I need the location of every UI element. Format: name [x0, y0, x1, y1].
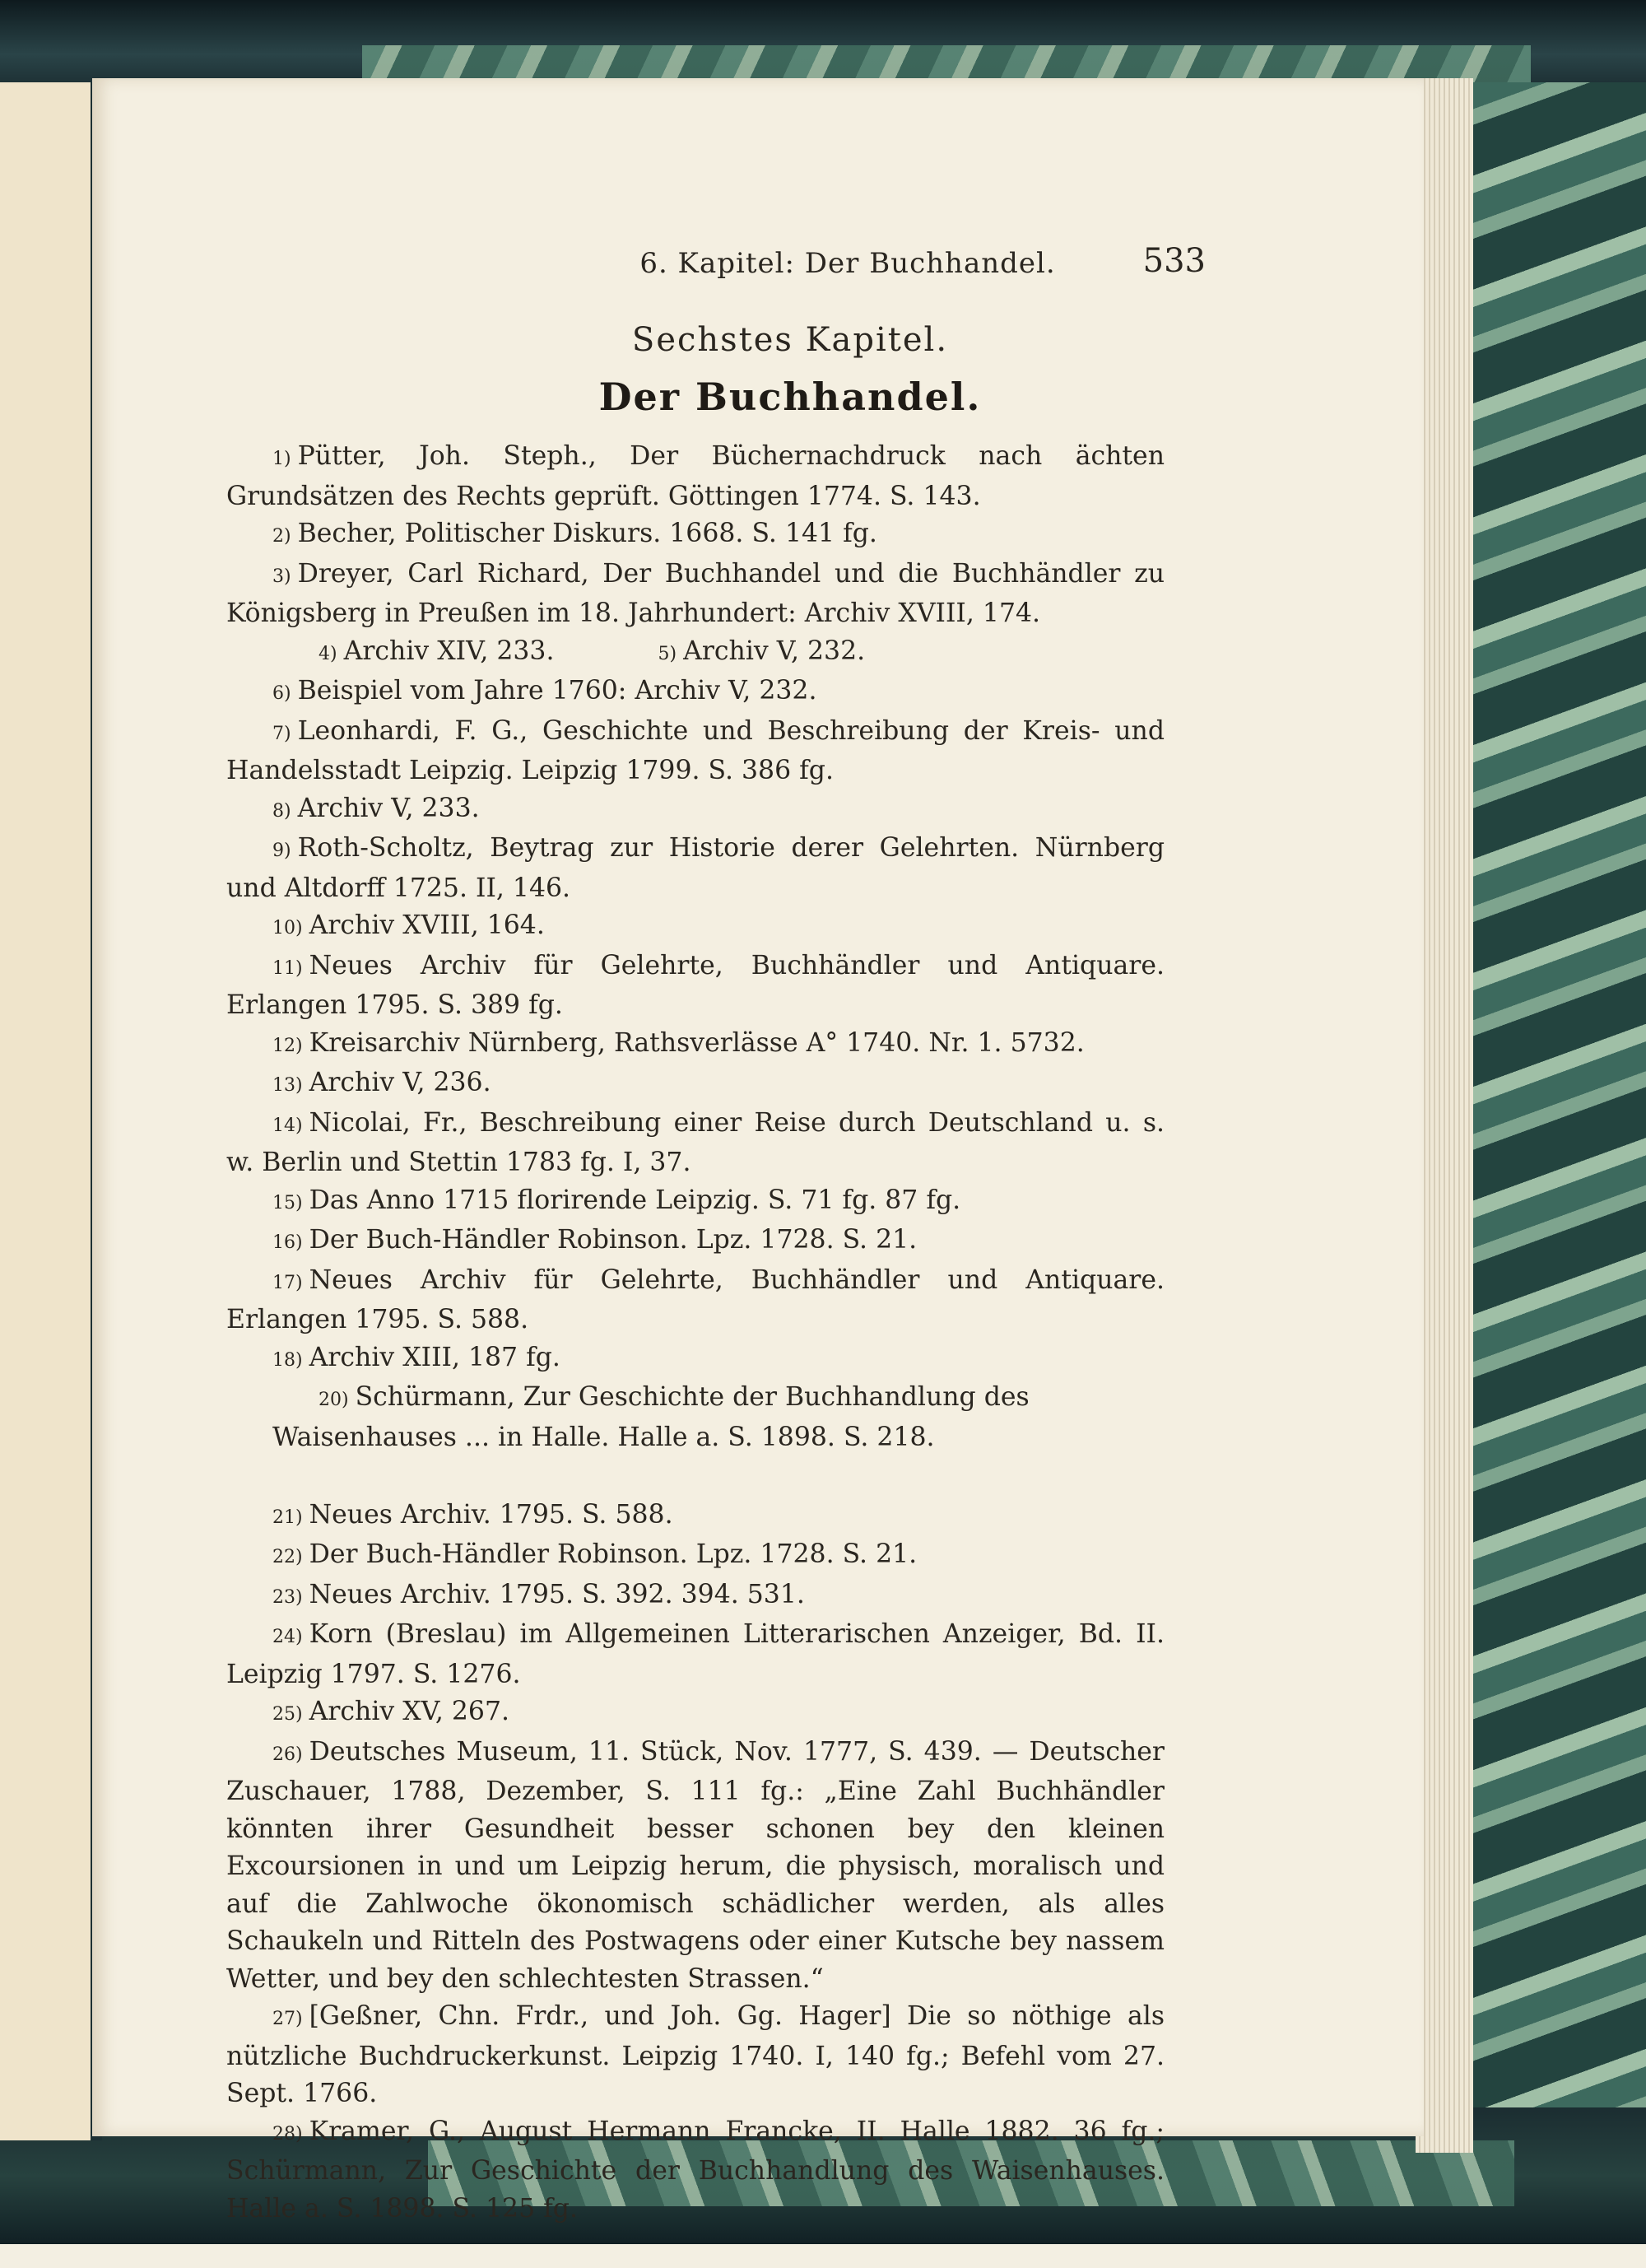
- note: [226, 1339, 1165, 1380]
- note: [226, 2113, 1165, 2228]
- note: [226, 1616, 1165, 1693]
- marbled-cover-right: [1465, 82, 1646, 2244]
- note: [226, 1025, 1165, 1065]
- note-text: Dreyer, Carl Richard, Der Buchhandel und die Buchhändler zu Königsberg in Preußen im 18. Jahrhundert: Archiv XVIII, 174.: [226, 558, 1165, 628]
- note-text: Neues Archiv für Gelehrte, Buchhändler und Antiquare. Erlangen 1795. S. 588.: [226, 1264, 1165, 1334]
- note-text: Nicolai, Fr., Beschreibung einer Reise durch Deutschland u. s. w. Berlin und Stettin 1783 fg. I, 37.: [226, 1107, 1165, 1177]
- note-text: Archiv XV, 267.: [309, 1697, 510, 1726]
- note-number: 8): [272, 800, 291, 822]
- note-text: Archiv XIII, 187 fg.: [309, 1342, 560, 1372]
- note: [226, 1998, 1165, 2113]
- note-text: Kramer, G., August Hermann Francke, II. Halle 1882. 36 fg.; Schürmann, Zur Geschichte der Buchhandlung des Waisenhauses. Halle a. S. 1898. S. 125 fg.: [226, 2116, 1165, 2224]
- note-number: 25): [272, 1704, 303, 1725]
- note: [226, 2228, 1165, 2268]
- note-text: Neues Archiv. 1795. S. 588.: [309, 1499, 673, 1530]
- page-stack-edges: [1416, 78, 1473, 2153]
- note-text: Archiv V, 236.: [309, 1068, 491, 1097]
- note-text: Das Anno 1715 florirende Leipzig. S. 71 fg. 87 fg.: [309, 1185, 961, 1215]
- note-number: 27): [272, 2009, 303, 2029]
- note-text: Neues Archiv. 1795. S. 392. 394. 531.: [309, 1579, 805, 1609]
- note-number: 9): [272, 841, 291, 861]
- note: [226, 790, 1165, 831]
- note-number: 1): [272, 449, 291, 469]
- note-text: Becher, Politischer Diskurs. 1668. S. 141 fg.: [297, 519, 877, 548]
- note-text: Roth-Scholtz, Beytrag zur Historie derer Gelehrten. Nürnberg und Altdorff 1725. II, 146.: [226, 833, 1165, 903]
- page-number: 533: [1142, 242, 1206, 280]
- note-number: 22): [272, 1547, 303, 1567]
- facing-page-edge: [0, 82, 95, 2140]
- note-number: 6): [272, 683, 291, 704]
- note: [226, 1456, 279, 1497]
- note: [226, 1105, 1165, 1182]
- note: [226, 515, 1165, 556]
- note: [226, 1064, 1165, 1105]
- note-text: Der Buch-Händler Robinson. Lpz. 1728. S. 21.: [309, 1539, 918, 1569]
- note: [226, 673, 1165, 713]
- note: [226, 830, 1165, 907]
- note-number: 16): [272, 1232, 303, 1253]
- note-text: Deutsches Museum, 11. Stück, Nov. 1777, S. 439. — Deutscher Zuschauer, 1788, Dezember, S. 111 fg.: „Eine Zahl Buchhändler könnten ihrer Gesundheit besser schonen bey den kleinen Excoursionen in und um Leipzig herum, die physisch, moralisch und auf die Zahlwoche ökonomisch schädlicher werden, als alles Schaukeln und Ritteln des Postwagens oder einer Kutsche bey nassem Wetter, und bey den schlechtesten Strassen.“: [226, 1736, 1165, 1994]
- note-text: Beispiel vom Jahre 1760: Archiv V, 232.: [297, 676, 817, 706]
- note-text: Schürmann, Zur Geschichte der Buchhandlung des Waisenhauses ... in Halle. Halle a. S. 1898. S. 218.: [272, 1382, 1030, 1452]
- note-text: Archiv XIV, 233.: [343, 636, 555, 666]
- note-text: Archiv V, 232.: [683, 636, 866, 666]
- note-text: Korn (Breslau) im Allgemeinen Litterarischen Anzeiger, Bd. II. Leipzig 1797. S. 1276.: [226, 1619, 1165, 1689]
- note-pair: [226, 1379, 1165, 1497]
- note: [226, 556, 1165, 633]
- note: [272, 633, 555, 673]
- note-number: 11): [272, 957, 303, 979]
- note: [226, 713, 1165, 790]
- note-number: 26): [272, 1744, 303, 1765]
- note-number: 28): [272, 2123, 303, 2145]
- note-text: Archiv V, 233.: [297, 793, 480, 823]
- note: [226, 1693, 1165, 1734]
- note: [612, 633, 866, 673]
- note-number: 17): [272, 1272, 303, 1293]
- note: [272, 1379, 1153, 1456]
- note-pair: [226, 633, 1165, 673]
- note-number: 4): [319, 643, 337, 664]
- note-number: 5): [658, 643, 677, 664]
- note: [226, 907, 1165, 948]
- note: [226, 948, 1165, 1025]
- note: [226, 1262, 1165, 1339]
- note-text: Kreisarchiv Nürnberg, Rathsverlässe A° 1740. Nr. 1. 5732.: [309, 1027, 1085, 1058]
- note: [226, 438, 1165, 515]
- note: [226, 1734, 1165, 1999]
- note-number: 13): [272, 1075, 303, 1096]
- note-number: 18): [272, 1349, 303, 1371]
- note-text: Der Buch-Händler Robinson. Lpz. 1728. S. 21.: [309, 1225, 918, 1255]
- note-number: 3): [272, 566, 291, 587]
- running-head: 6. Kapitel: Der Buchhandel.: [639, 247, 1056, 280]
- note: [226, 1222, 1165, 1262]
- note-number: 10): [272, 918, 303, 938]
- note-number: 7): [272, 723, 291, 744]
- note-number: 20): [319, 1390, 349, 1410]
- note-text: Pütter, Joh. Steph., Der Büchernachdruck nach ächten Grundsätzen des Rechts geprüft. Göttingen 1774. S. 143.: [226, 441, 1165, 511]
- note-number: 15): [272, 1192, 303, 1213]
- note-text: [Geßner, Chn. Frdr., und Joh. Gg. Hager] Die so nöthige als nützliche Buchdruckerkunst. Leipzig 1740. I, 140 fg.; Befehl vom 27. Sept. 1766.: [226, 2001, 1165, 2108]
- chapter-title: Der Buchhandel.: [598, 375, 982, 419]
- note-number: 23): [272, 1586, 303, 1608]
- note: [226, 1536, 1165, 1576]
- note-number: 21): [272, 1507, 303, 1528]
- note-number: 14): [272, 1115, 303, 1136]
- chapter-label: Sechstes Kapitel.: [631, 321, 949, 359]
- note: [226, 1576, 1165, 1617]
- note-number: 2): [272, 526, 291, 547]
- note-number: 24): [272, 1627, 303, 1647]
- note-text: Leonhardi, F. G., Geschichte und Beschreibung der Kreis- und Handelsstadt Leipzig. Leipzig 1799. S. 386 fg.: [226, 715, 1165, 785]
- note-text: Archiv XVIII, 164.: [309, 910, 545, 940]
- note-number: 12): [272, 1035, 303, 1056]
- note: [226, 1182, 1165, 1222]
- note-text: Neues Archiv für Gelehrte, Buchhändler und Antiquare. Erlangen 1795. S. 389 fg.: [226, 950, 1165, 1020]
- footnotes: [226, 438, 1165, 2268]
- note: [226, 1497, 1165, 1537]
